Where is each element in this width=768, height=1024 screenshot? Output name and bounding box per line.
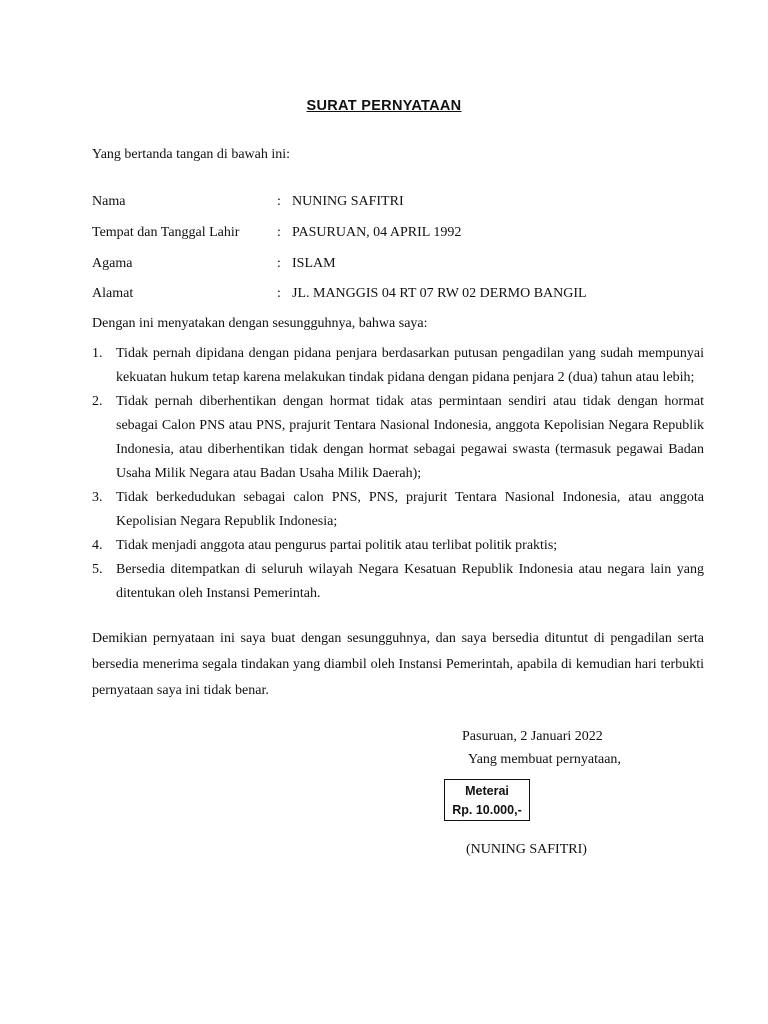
- field-colon: :: [277, 194, 281, 209]
- list-item: [92, 534, 704, 558]
- list-item-number: 3.: [92, 490, 103, 505]
- closing-paragraph: Demikian pernyataan ini saya buat dengan sesungguhnya, dan saya bersedia dituntut di pengadilan serta bersedia menerima segala tindakan yang diambil oleh Instansi Pemerintah, apabila di kemudian hari terbukti pernyataan saya ini tidak benar.: [92, 631, 704, 698]
- list-item-text: Tidak menjadi anggota atau pengurus partai politik atau terlibat politik praktis;: [116, 538, 558, 553]
- list-item: [92, 342, 704, 390]
- field-colon: :: [277, 225, 281, 240]
- field-label: Tempat dan Tanggal Lahir: [92, 225, 240, 240]
- document-title: SURAT PERNYATAAN: [306, 98, 462, 114]
- signer-name: (NUNING SAFITRI): [466, 842, 587, 857]
- field-colon: :: [277, 286, 281, 301]
- field-label: Nama: [92, 194, 126, 209]
- field-value: NUNING SAFITRI: [292, 194, 404, 209]
- statement-list: [92, 342, 704, 606]
- list-item-text: Bersedia ditempatkan di seluruh wilayah Negara Kesatuan Republik Indonesia atau negara lain yang ditentukan oleh Instansi Pemerintah.: [116, 562, 704, 601]
- meterai-stamp-box: [444, 779, 530, 821]
- field-label: Agama: [92, 256, 133, 271]
- list-item-text: Tidak berkedudukan sebagai calon PNS, PNS, prajurit Tentara Nasional Indonesia, atau anggota Kepolisian Negara Republik Indonesia;: [116, 490, 704, 529]
- list-item-number: 1.: [92, 346, 103, 361]
- field-colon: :: [277, 256, 281, 271]
- list-item-number: 2.: [92, 394, 103, 409]
- intro-text: Yang bertanda tangan di bawah ini:: [92, 147, 291, 162]
- field-value: JL. MANGGIS 04 RT 07 RW 02 DERMO BANGIL: [292, 286, 587, 301]
- stamp-label: Meterai: [465, 784, 509, 798]
- list-item-text: Tidak pernah diberhentikan dengan hormat tidak atas permintaan sendiri atau tidak dengan hormat sebagai Calon PNS atau PNS, prajurit Tentara Nasional Indonesia, anggota Kepolisian Negara Republik Indonesia, atau diberhentikan tidak dengan hormat sebagai pegawai swasta (termasuk pegawai Badan Usaha Milik Negara atau Badan Usaha Milik Daerah);: [116, 394, 704, 481]
- list-item-number: 4.: [92, 538, 103, 553]
- field-label: Alamat: [92, 286, 134, 301]
- place-date: Pasuruan, 2 Januari 2022: [462, 729, 603, 744]
- maker-label: Yang membuat pernyataan,: [468, 752, 621, 767]
- field-value: PASURUAN, 04 APRIL 1992: [292, 225, 462, 240]
- list-item: [92, 558, 704, 606]
- list-item-number: 5.: [92, 562, 103, 577]
- field-value: ISLAM: [292, 256, 336, 271]
- stamp-value: Rp. 10.000,-: [452, 803, 522, 817]
- list-item: [92, 390, 704, 486]
- list-item-text: Tidak pernah dipidana dengan pidana penjara berdasarkan putusan pengadilan yang sudah mempunyai kekuatan hukum tetap karena melakukan tindak pidana dengan pidana penjara 2 (dua) tahun atau lebih;: [116, 346, 704, 385]
- statement-intro: Dengan ini menyatakan dengan sesungguhnya, bahwa saya:: [92, 316, 428, 331]
- list-item: [92, 486, 704, 534]
